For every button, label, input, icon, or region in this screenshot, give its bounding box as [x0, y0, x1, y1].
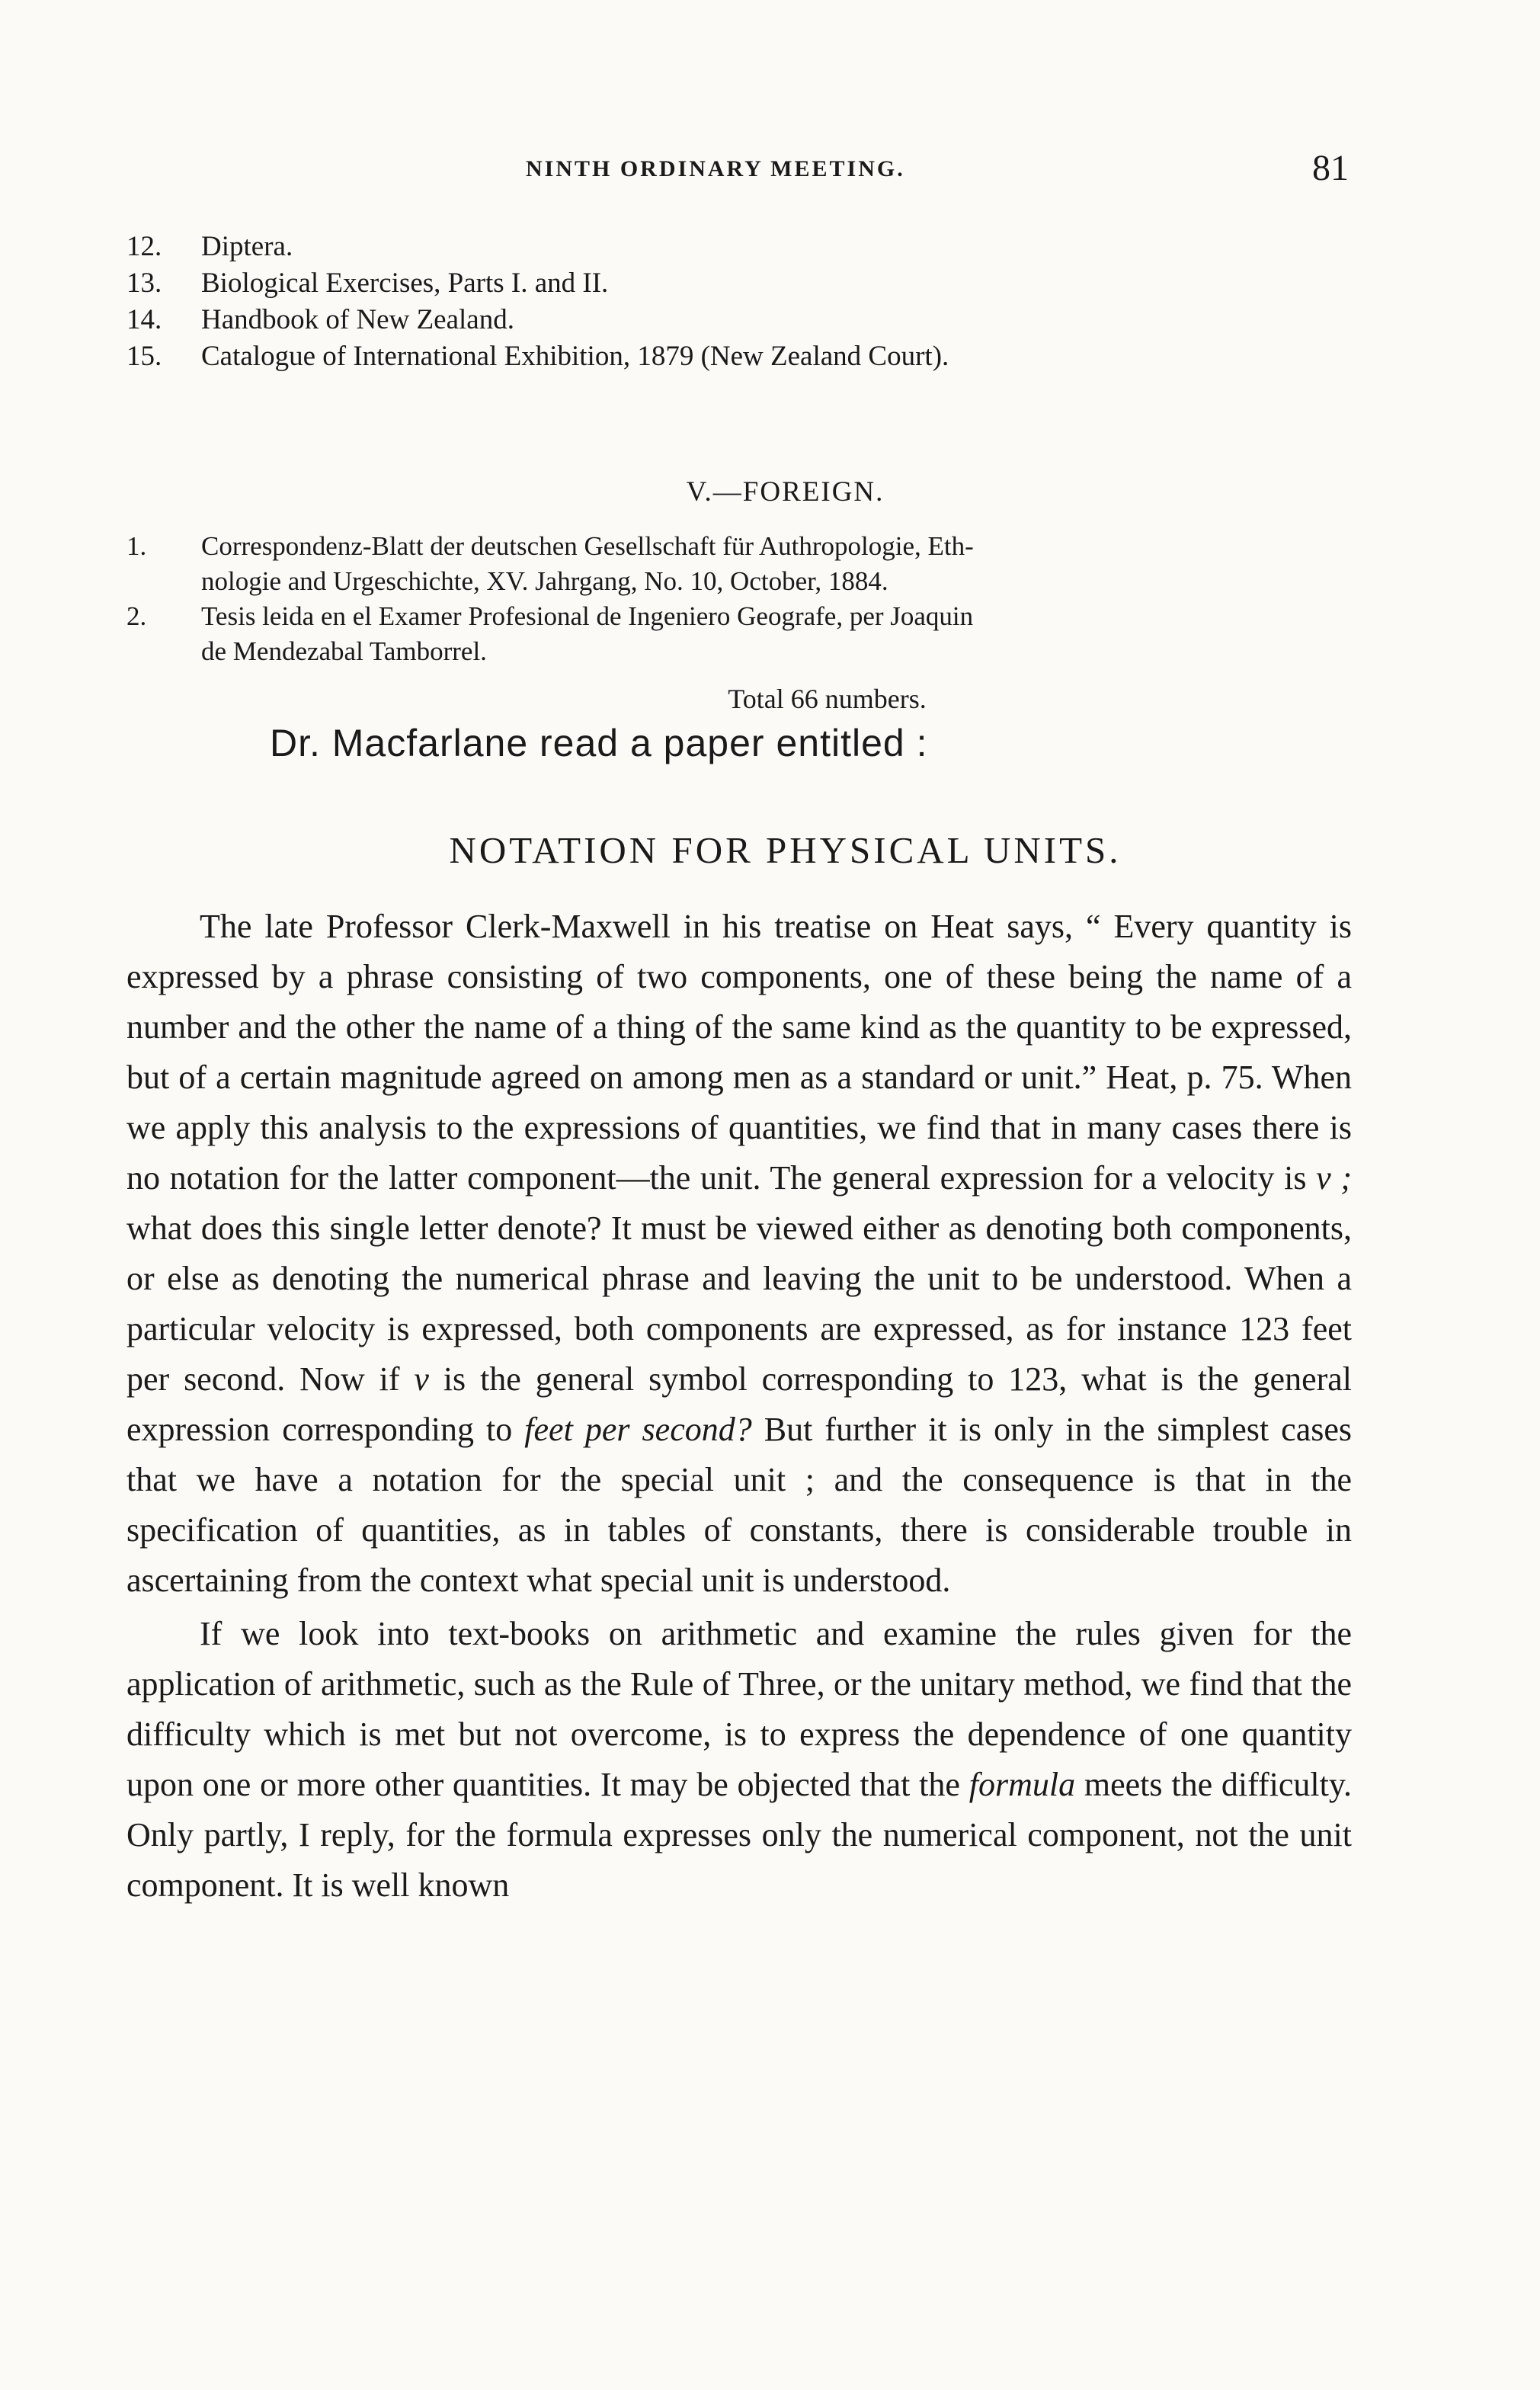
list-item	[126, 338, 1376, 375]
paragraph	[126, 1609, 1352, 1911]
paragraph-text: meets the difficulty. Only partly, I reply, for the formula expresses only the numerical component, not the unit component. It is well known	[126, 1766, 1352, 1904]
list-item-text-line1: Correspondenz-Blatt der deutschen Gesellschaft für Authropologie, Eth-	[201, 531, 974, 561]
list-item-number: 13.	[126, 268, 162, 299]
list-item-number: 1.	[126, 531, 147, 561]
list-item-text-line2: de Mendezabal Tamborrel.	[201, 636, 487, 666]
list-item-text: Catalogue of International Exhibition, 1879 (New Zealand Court).	[201, 341, 949, 372]
list-item	[126, 229, 1376, 265]
running-title: NINTH ORDINARY MEETING.	[526, 156, 905, 181]
list-item	[126, 599, 1376, 669]
list-item-text-line1: Tesis leida en el Examer Profesional de Ingeniero Geografe, per Joaquin	[201, 601, 974, 631]
list-item-number: 2.	[126, 601, 147, 631]
publication-list-continued	[126, 229, 1376, 375]
page-number: 81	[1312, 148, 1349, 188]
list-item-text: Handbook of New Zealand.	[201, 304, 514, 335]
section-heading: V.—FOREIGN.	[686, 476, 885, 508]
list-item	[126, 529, 1376, 599]
paragraph-text: is the general symbol corresponding to 123, what is the general expression corresponding to	[126, 1360, 1353, 1448]
foreign-publication-list	[126, 529, 1376, 669]
italic-phrase: formula	[969, 1766, 1076, 1803]
paragraph-text: what does this single letter denote? It must be viewed either as denoting both components, or else as denoting the numerical phrase and leaving the unit to be understood. When a particular velocity is expressed, both components are expressed, as for instance 123 feet per second. Now if	[126, 1209, 1352, 1398]
list-item-number: 12.	[126, 231, 162, 262]
list-item	[126, 265, 1376, 302]
list-item-text: Biological Exercises, Parts I. and II.	[201, 268, 609, 299]
italic-symbol: v	[414, 1360, 429, 1398]
paragraph-text: But further it is only in the simplest cases that we have a notation for the special unit ; and the consequence is that in the specification of quantities, as in tables of constants, there is considerable trouble in ascertaining from the context what special unit is understood.	[126, 1411, 1352, 1599]
paper-title: NOTATION FOR PHYSICAL UNITS.	[449, 829, 1122, 871]
total-count-line: Total 66 numbers.	[728, 684, 927, 714]
paper-body	[126, 902, 1352, 1911]
list-item-number: 14.	[126, 304, 162, 335]
paragraph-text: The late Professor Clerk-Maxwell in his treatise on Heat says, “ Every quantity is expressed by a phrase consisting of two components, one of these being the name of a number and the other the name of a thing of the same kind as the quantity to be expressed, but of a certain magnitude agreed on among men as a standard or unit.” Heat, p. 75. When we apply this analysis to the expressions of quantities, we find that in many cases there is no notation for the latter component—the unit. The general expression for a velocity is	[126, 908, 1352, 1197]
italic-symbol: v ;	[1316, 1159, 1352, 1197]
paragraph	[126, 902, 1352, 1606]
reader-announcement: Dr. Macfarlane read a paper entitled :	[270, 722, 928, 764]
list-item-number: 15.	[126, 341, 162, 372]
running-header	[0, 148, 1540, 202]
italic-phrase: feet per second?	[524, 1411, 752, 1448]
list-item-text: Diptera.	[201, 231, 293, 262]
paragraph-text: If we look into text-books on arithmetic and examine the rules given for the application of arithmetic, such as the Rule of Three, or the unitary method, we find that the difficulty which is met but not overcome, is to express the dependence of one quantity upon one or more other quantities. It may be objected that the	[126, 1615, 1352, 1803]
list-item-text-line2: nologie and Urgeschichte, XV. Jahrgang, No. 10, October, 1884.	[201, 566, 888, 596]
list-item	[126, 302, 1376, 338]
